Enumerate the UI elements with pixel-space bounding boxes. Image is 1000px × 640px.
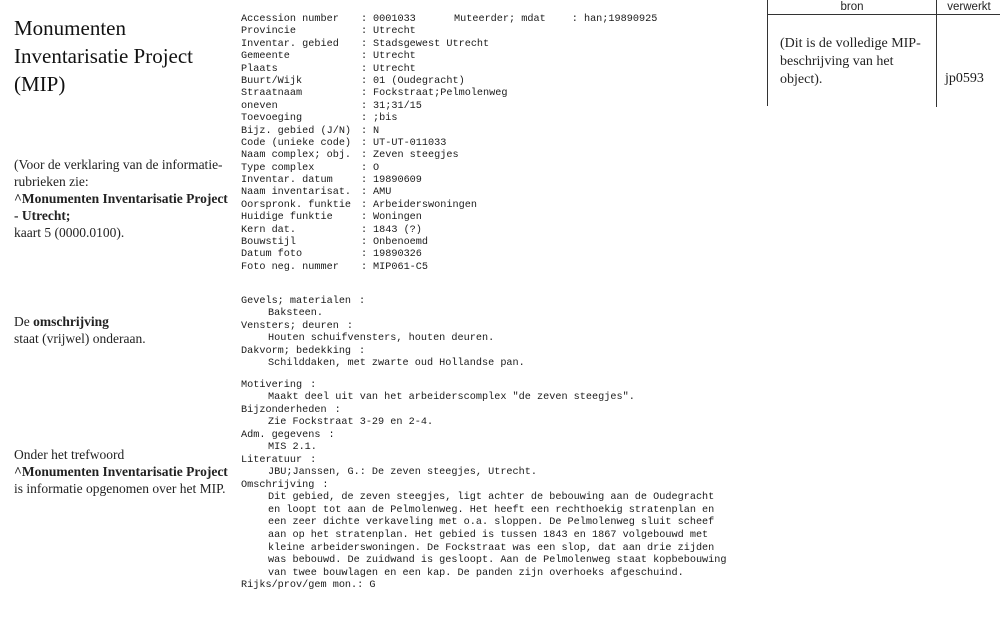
field-separator: : (361, 26, 368, 38)
section-body: Schilddaken, met zwarte oud Hollandse pan. (268, 358, 525, 370)
record-fields (241, 14, 761, 274)
verwerkt-cell: jp0593 (945, 71, 984, 86)
field-value: MIP061-C5 (373, 261, 429, 273)
section-body: JBU;Janssen, G.: De zeven steegjes, Utrecht. (268, 467, 537, 479)
footer-label: Rijks/prov/gem mon. (241, 580, 358, 592)
section-body: Houten schuifvensters, houten deuren. (268, 333, 495, 345)
field-row (241, 187, 761, 199)
field-row (241, 101, 761, 113)
field-value: O (373, 162, 380, 174)
field-separator: : (361, 199, 368, 211)
field-value: 1843 (?) (373, 224, 422, 236)
field-row (241, 150, 761, 162)
section-colon: : (359, 345, 366, 357)
note-description-tail: staat (vrijwel) onderaan. (14, 331, 146, 346)
section-colon: : (359, 296, 366, 307)
section-heading (241, 380, 761, 392)
field-value: 31;31/15 (373, 100, 422, 112)
field-label: Inventar. datum (241, 175, 333, 187)
field-label: Bouwstijl (241, 237, 297, 249)
record-section (241, 346, 761, 371)
note-explanation (14, 156, 234, 241)
section-label: Bijzonderheden (241, 404, 327, 416)
note-keyword-pre: Onder het trefwoord (14, 447, 125, 462)
field-separator: : (361, 187, 368, 199)
field-row (241, 249, 761, 261)
field-separator: : (361, 63, 368, 75)
field-label: oneven (241, 100, 278, 112)
section-body: Baksteen. (268, 308, 324, 320)
note-keyword (14, 446, 234, 497)
section-heading (241, 455, 761, 467)
field-row (241, 163, 761, 175)
field-label: Accession number (241, 14, 339, 25)
field-value: Utrecht (373, 63, 416, 75)
field-value: 0001033 (373, 14, 416, 25)
section-body: MIS 2.1. (268, 442, 317, 454)
field-label: Huidige funktie (241, 212, 333, 224)
field-label: Provincie (241, 26, 297, 38)
field-row (241, 64, 761, 76)
field-value: Utrecht (373, 26, 416, 38)
section-heading (241, 430, 761, 442)
record-section (241, 480, 761, 581)
section-heading (241, 321, 761, 333)
field-row (241, 212, 761, 224)
section-label: Literatuur (241, 454, 303, 466)
header-verwerkt: verwerkt (947, 1, 991, 13)
field-row (241, 113, 761, 125)
field-separator: : (361, 113, 368, 125)
field-separator: : (361, 249, 368, 261)
document-title: Monumenten Inventarisatie Project (MIP) (14, 16, 194, 96)
field-separator: : (361, 38, 368, 50)
field-value: Woningen (373, 212, 422, 224)
field-row (241, 175, 761, 187)
section-group-details (241, 380, 761, 580)
bron-cell: (Dit is de volledige MIP-beschrijving van het object). (768, 15, 937, 107)
record-section (241, 296, 761, 321)
note-keyword-tail: is informatie opgenomen over het MIP. (14, 481, 226, 496)
field-label: Kern dat. (241, 224, 297, 236)
record-section (241, 380, 761, 405)
record-section (241, 455, 761, 480)
field-row (241, 200, 761, 212)
field-separator: : (361, 261, 368, 273)
field-label: Foto neg. nummer (241, 261, 339, 273)
source-table-body (768, 15, 1000, 107)
field-row (241, 262, 761, 274)
field-label: Code (unieke code) (241, 137, 352, 149)
field-label: Plaats (241, 63, 278, 75)
field-separator: : (361, 150, 368, 162)
source-table (767, 0, 1000, 106)
field-row (241, 88, 761, 100)
field-value: 19890609 (373, 175, 422, 187)
section-group-materials (241, 296, 761, 371)
field-separator: : (361, 14, 368, 25)
section-label: Vensters; deuren (241, 320, 339, 332)
record-sections (241, 296, 761, 593)
field-value: Onbenoemd (373, 237, 429, 249)
section-label: Motivering (241, 379, 303, 391)
field-row (241, 51, 761, 63)
note-keyword-bold: ^Monumenten Inventarisatie Project (14, 464, 228, 479)
mutator-value: han;19890925 (583, 14, 658, 25)
field-separator: : (361, 175, 368, 187)
field-value: N (373, 125, 380, 137)
field-row (241, 225, 761, 237)
section-label: Dakvorm; bedekking (241, 345, 352, 357)
field-row (241, 138, 761, 150)
section-body: Maakt deel uit van het arbeiderscomplex "de zeven steegjes". (268, 392, 635, 404)
field-row (241, 76, 761, 88)
field-separator: : (361, 125, 368, 137)
field-value: Zeven steegjes (373, 150, 459, 162)
note-explanation-intro: (Voor de verklaring van de informatie-rubrieken zie: (14, 157, 223, 189)
field-value: 01 (Oudegracht) (373, 75, 465, 87)
field-separator: : (361, 162, 368, 174)
field-label: Straatnaam (241, 88, 303, 100)
mutator-info: Muteerder; mdat : han;19890925 (454, 14, 658, 25)
field-row (241, 126, 761, 138)
field-separator: : (361, 88, 368, 100)
field-label: Inventar. gebied (241, 38, 339, 50)
field-separator: : (361, 237, 368, 249)
field-label: Datum foto (241, 249, 303, 261)
field-value: Utrecht (373, 51, 416, 63)
section-heading (241, 480, 761, 492)
field-separator: : (361, 212, 368, 224)
section-label: Omschrijving (241, 479, 315, 491)
field-value: 19890326 (373, 249, 422, 261)
section-colon: : (310, 379, 317, 391)
footer-value: G (369, 580, 376, 592)
field-row (241, 26, 761, 38)
section-body: Dit gebied, de zeven steegjes, ligt achter de bebouwing aan de Oudegracht en loopt tot aan de Pelmolenweg. Het heeft een rechthoekig stratenplan en een zeer dichte verkaveling met o.a. sloppen. De Pelmolenweg sluit scheef aan op het stratenplan. Het gebied is tussen 1843 en 1867 volgebouwd met kleine arbeiderswoningen. De Fockstraat was een slop, dat aan drie zijden was bebouwd. De zuidwand is gesloopt. Aan de Pelmolenweg staat kopbebouwing van twee bouwlagen en een kap. De panden zijn overhoeks afgeschuind. (268, 492, 727, 579)
field-row (241, 237, 761, 249)
mutator-label: Muteerder; mdat (454, 14, 546, 25)
field-list (241, 14, 761, 274)
section-colon: : (328, 429, 335, 441)
section-heading (241, 296, 761, 308)
field-separator: : (361, 100, 368, 112)
section-colon: : (310, 454, 317, 466)
section-colon: : (334, 404, 341, 416)
field-separator: : (361, 137, 368, 149)
field-label: Toevoeging (241, 113, 303, 125)
section-heading (241, 405, 761, 417)
field-value: ;bis (373, 113, 398, 125)
section-body: Zie Fockstraat 3-29 en 2-4. (268, 417, 434, 429)
field-label: Gemeente (241, 51, 290, 63)
section-heading (241, 346, 761, 358)
note-description-location (14, 313, 234, 347)
note-explanation-tail: kaart 5 (0000.0100). (14, 225, 125, 240)
field-label: Naam complex; obj. (241, 150, 352, 162)
note-description-pre: De (14, 314, 30, 329)
record-section (241, 430, 761, 455)
field-value: Fockstraat;Pelmolenweg (373, 88, 508, 100)
field-value: Stadsgewest Utrecht (373, 38, 490, 50)
field-row (241, 39, 761, 51)
field-value: UT-UT-011033 (373, 137, 447, 149)
field-label: Buurt/Wijk (241, 75, 303, 87)
section-colon: : (322, 479, 329, 491)
source-table-header (768, 0, 1000, 15)
field-value: Arbeiderswoningen (373, 199, 477, 211)
record-section (241, 405, 761, 430)
field-separator: : (361, 51, 368, 63)
field-label: Bijz. gebied (J/N) (241, 125, 352, 137)
section-label: Adm. gegevens (241, 429, 321, 441)
note-description-bold: omschrijving (33, 314, 109, 329)
record-section (241, 321, 761, 346)
field-label: Naam inventarisat. (241, 187, 352, 199)
section-colon: : (346, 320, 353, 332)
field-label: Type complex (241, 162, 315, 174)
note-explanation-reference: ^Monumenten Inventarisatie Project - Utrecht; (14, 191, 228, 223)
section-label: Gevels; materialen (241, 296, 352, 307)
header-bron: bron (768, 0, 937, 14)
field-label: Oorspronk. funktie (241, 199, 352, 211)
field-separator: : (361, 224, 368, 236)
field-value: AMU (373, 187, 392, 199)
field-separator: : (361, 75, 368, 87)
footer-row: Rijks/prov/gem mon. : G (241, 580, 376, 592)
